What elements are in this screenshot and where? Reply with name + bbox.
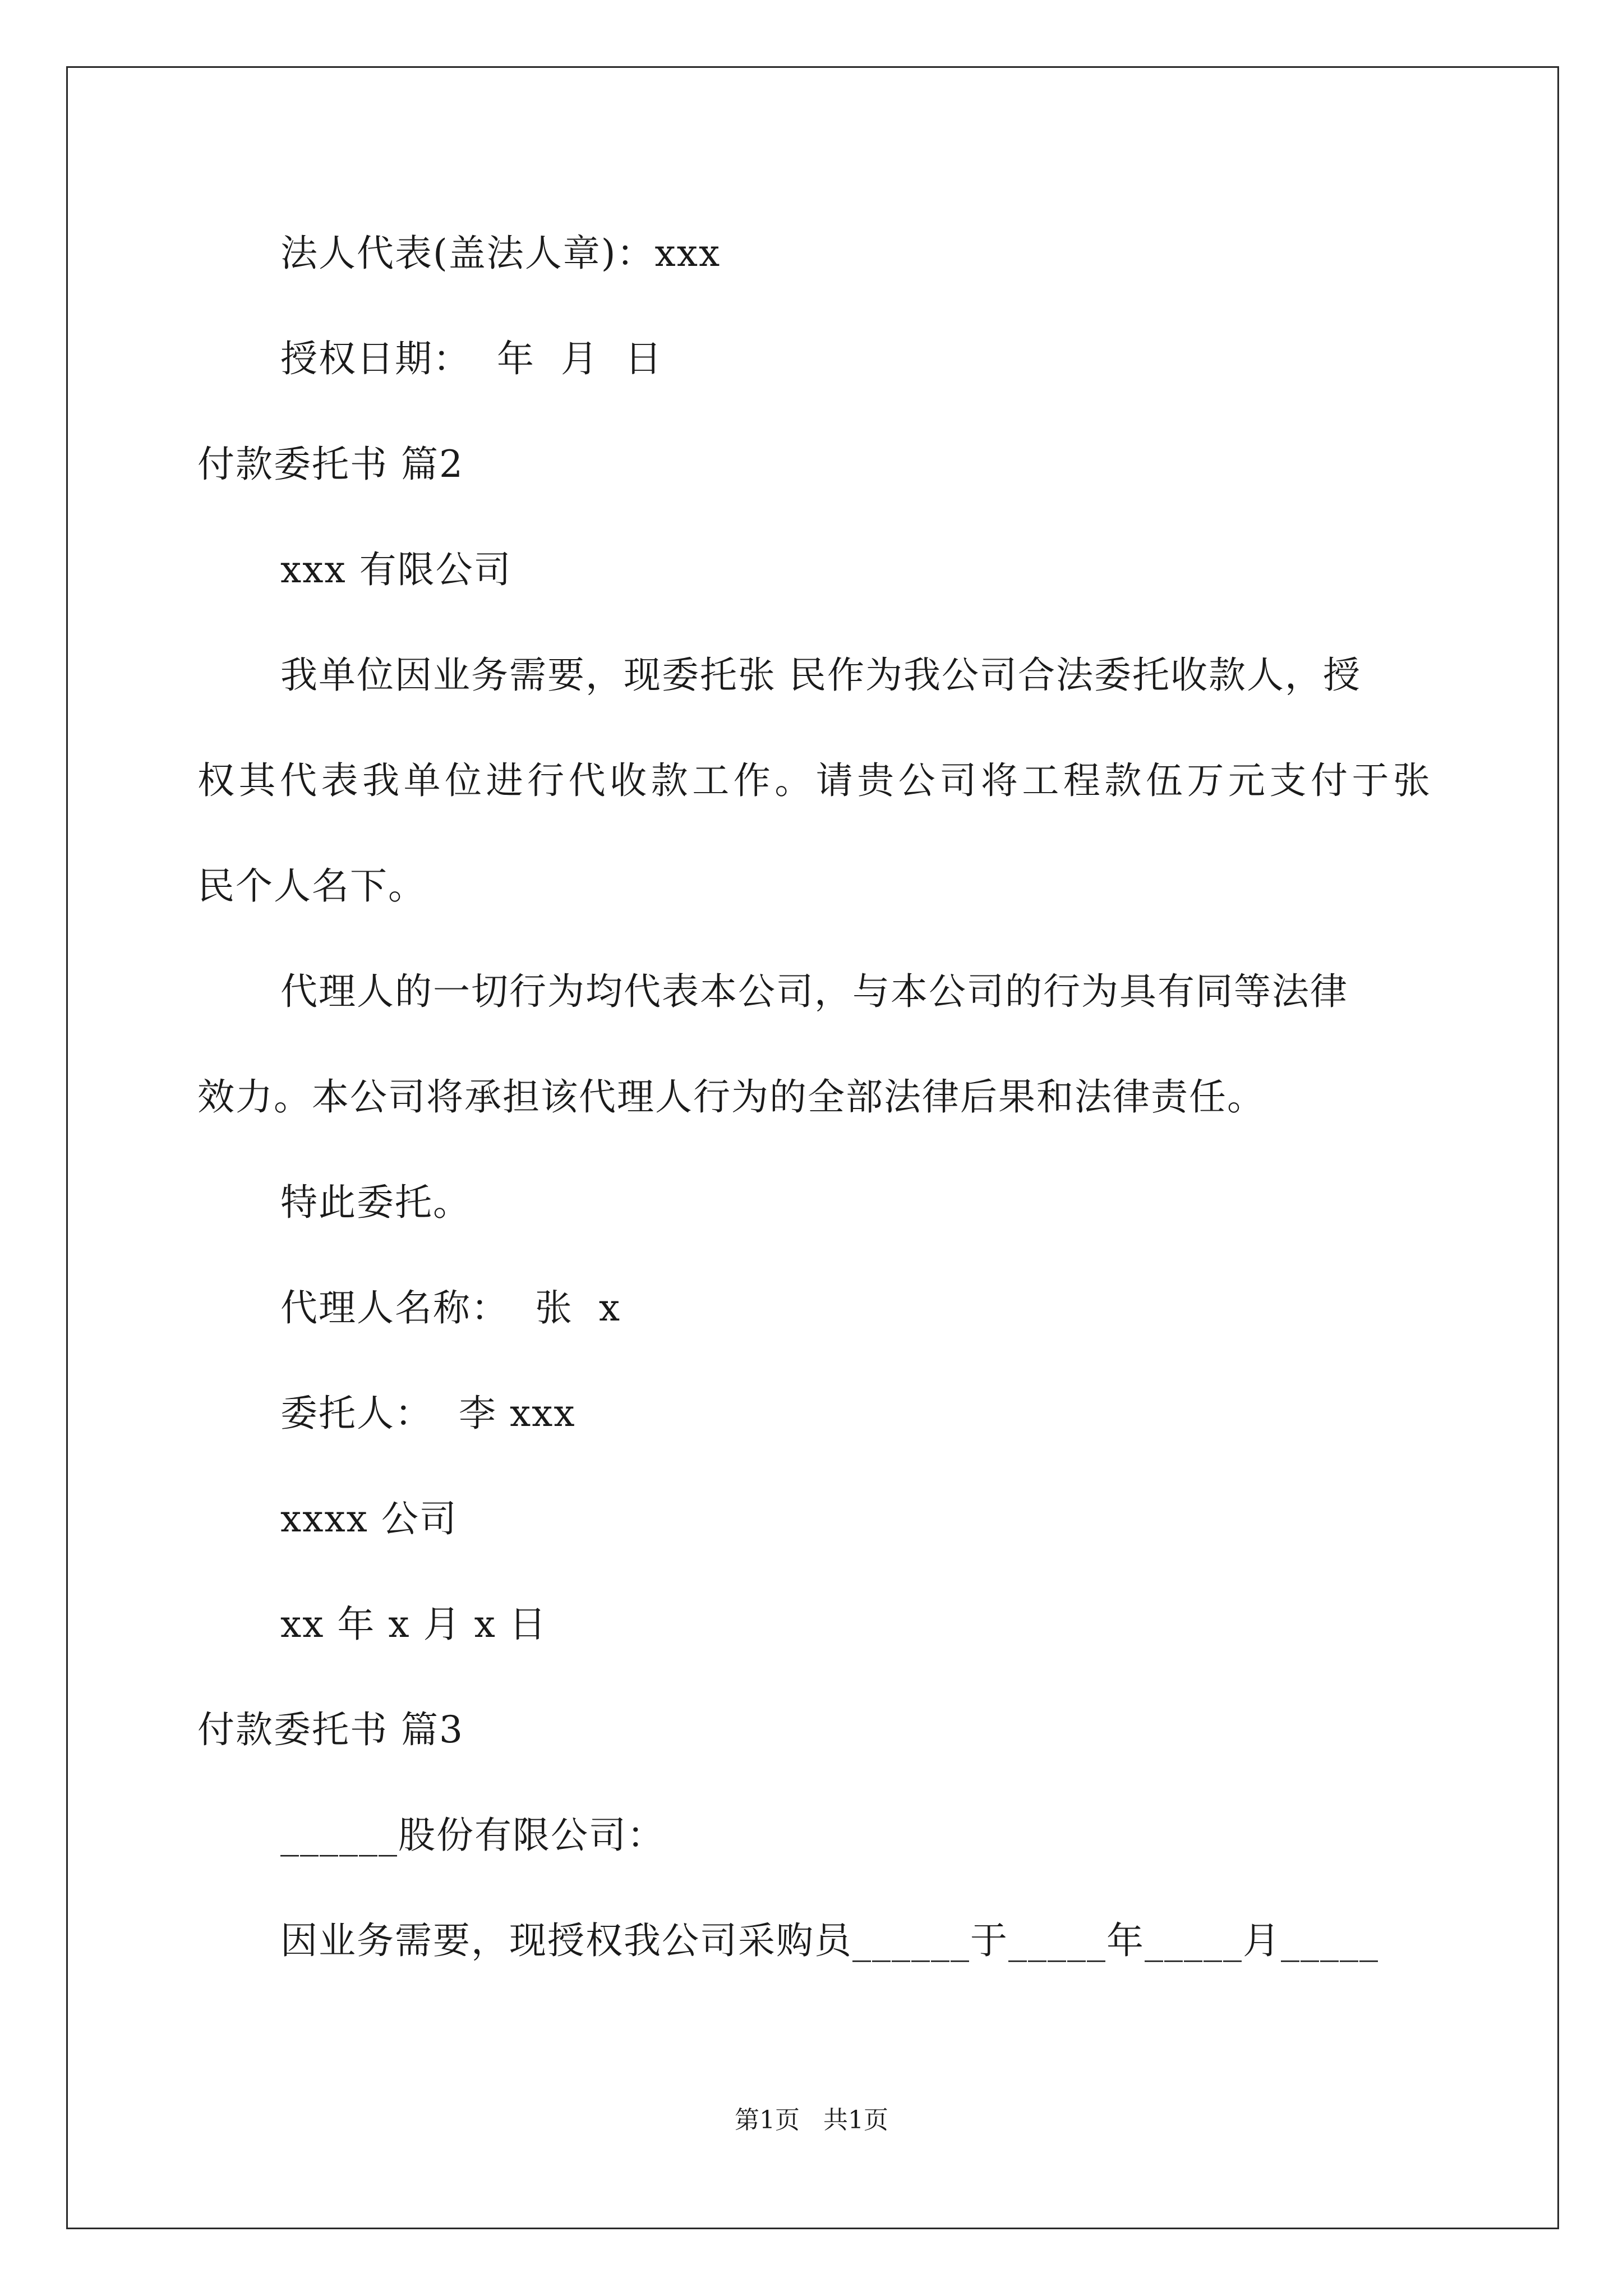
agent-name-line: 代理人名称： 张 x [280, 1286, 621, 1329]
page-border [66, 66, 1559, 2229]
paragraph-2-line-2: 效力。本公司将承担该代理人行为的全部法律后果和法律责任。 [197, 1075, 1265, 1119]
company-name: xxx 有限公司 [280, 548, 512, 591]
special-entrustment: 特此委托。 [280, 1181, 471, 1224]
legal-representative-line: 法人代表(盖法人章)：xxx [280, 232, 721, 275]
section-heading-3: 付款委托书 篇3 [197, 1708, 464, 1751]
signer-company: xxxx 公司 [280, 1497, 458, 1540]
signing-date: xx 年 x 月 x 日 [280, 1603, 547, 1646]
paragraph-2-line-1: 代理人的一切行为均代表本公司，与本公司的行为具有同等法律 [280, 970, 1348, 1013]
addressee-line: ______股份有限公司： [280, 1814, 665, 1857]
page-footer: 第1页 共1页 [735, 2106, 888, 2134]
paragraph-1-line-2: 权其代表我单位进行代收款工作。请贵公司将工程款伍万元支付于张 [197, 759, 1431, 802]
paragraph-1-line-3: 民个人名下。 [197, 864, 426, 908]
paragraph-1-line-1: 我单位因业务需要，现委托张 民作为我公司合法委托收款人，授 [280, 654, 1361, 697]
section-heading-2: 付款委托书 篇2 [197, 443, 464, 486]
principal-line: 委托人： 李 xxx [280, 1392, 576, 1435]
authorization-date-line: 授权日期： 年 月 日 [280, 337, 663, 380]
section-3-paragraph-line-1: 因业务需要，现授权我公司采购员______于_____年_____月_____ [280, 1919, 1379, 1962]
